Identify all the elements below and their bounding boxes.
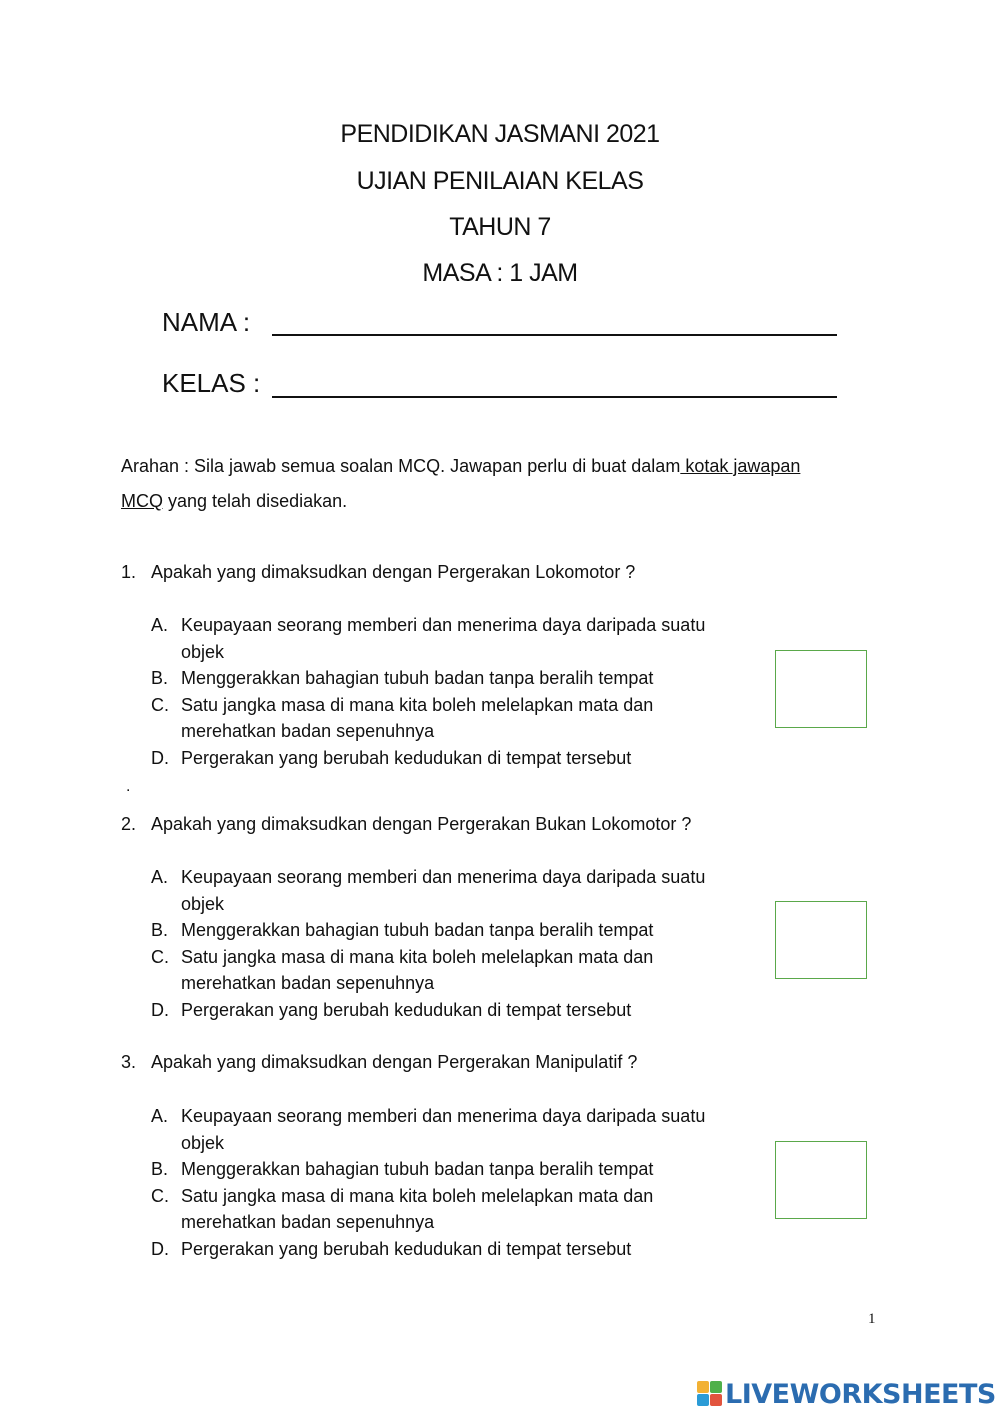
option-text: Satu jangka masa di mana kita boleh melelapkan mata dan merehatkan badan sepenuhnya [181, 946, 654, 993]
option-text: Pergerakan yang berubah kedudukan di tempat tersebut [181, 1238, 632, 1259]
kelas-label: KELAS : [162, 368, 261, 398]
option-text: Keupayaan seorang memberi dan menerima daya daripada suatu objek [181, 1106, 706, 1153]
option-a [151, 864, 741, 917]
option-text: Menggerakkan bahagian tubuh badan tanpa beralih tempat [181, 920, 654, 940]
answer-box-1[interactable] [775, 650, 867, 728]
option-letter: B. [151, 920, 169, 940]
answer-box-3[interactable] [775, 1141, 867, 1219]
question-number: 1. [121, 562, 137, 582]
option-letter: C. [151, 1185, 169, 1206]
option-d [151, 1236, 741, 1263]
exam-type-title: UJIAN PENILAIAN KELAS [356, 167, 644, 195]
option-d [151, 997, 741, 1024]
option-text: Menggerakkan bahagian tubuh badan tanpa beralih tempat [181, 1159, 654, 1179]
nama-label: NAMA : [162, 307, 251, 337]
page-number: 1 [868, 1311, 876, 1327]
question-2-options [151, 864, 741, 1023]
option-text: Menggerakkan bahagian tubuh badan tanpa beralih tempat [181, 668, 654, 688]
option-a [151, 1103, 741, 1156]
option-letter: D. [151, 999, 169, 1020]
question-text: Apakah yang dimaksudkan dengan Pergerakan Manipulatif ? [151, 1052, 638, 1072]
brand-name: LIVEWORKSHEETS [725, 1378, 996, 1410]
question-text: Apakah yang dimaksudkan dengan Pergerakan Lokomotor ? [151, 562, 636, 582]
exam-year-title: TAHUN 7 [449, 213, 551, 241]
option-b [151, 917, 741, 944]
option-c [151, 1183, 741, 1236]
option-text: Keupayaan seorang memberi dan menerima daya daripada suatu objek [181, 615, 706, 662]
option-text: Keupayaan seorang memberi dan menerima daya daripada suatu objek [181, 867, 706, 914]
option-letter: A. [151, 867, 169, 887]
option-letter: C. [151, 946, 169, 967]
answer-box-2[interactable] [775, 901, 867, 979]
instructions-prefix: Arahan : Sila jawab semua soalan MCQ. Jawapan perlu di buat dalam [121, 456, 681, 476]
option-letter: B. [151, 668, 169, 688]
option-b [151, 1156, 741, 1183]
option-text: Satu jangka masa di mana kita boleh melelapkan mata dan merehatkan badan sepenuhnya [181, 1185, 654, 1232]
option-c [151, 944, 741, 997]
liveworksheets-logo[interactable] [697, 1379, 996, 1409]
exam-duration-title: MASA : 1 JAM [422, 259, 578, 287]
nama-input-line[interactable] [272, 334, 837, 336]
question-1-options [151, 612, 741, 771]
option-letter: C. [151, 694, 169, 715]
option-c [151, 692, 741, 745]
question-3-options [151, 1103, 741, 1262]
option-text: Pergerakan yang berubah kedudukan di tempat tersebut [181, 747, 632, 768]
option-letter: A. [151, 1106, 169, 1126]
question-1 [121, 562, 635, 583]
instructions-underlined: kotak jawapan MCQ [121, 456, 801, 511]
question-3 [121, 1052, 637, 1073]
option-text: Pergerakan yang berubah kedudukan di tempat tersebut [181, 999, 632, 1020]
stray-dot: . [126, 778, 131, 795]
instructions-suffix: yang telah disediakan. [163, 491, 348, 511]
option-b [151, 665, 741, 692]
option-letter: B. [151, 1159, 169, 1179]
option-d [151, 745, 741, 772]
question-number: 3. [121, 1052, 137, 1072]
option-text: Satu jangka masa di mana kita boleh melelapkan mata dan merehatkan badan sepenuhnya [181, 694, 654, 741]
option-letter: D. [151, 747, 169, 768]
question-2 [121, 814, 691, 835]
option-a [151, 612, 741, 665]
option-letter: A. [151, 615, 169, 635]
liveworksheets-icon [697, 1381, 723, 1407]
question-text: Apakah yang dimaksudkan dengan Pergerakan Bukan Lokomotor ? [151, 814, 692, 834]
question-number: 2. [121, 814, 137, 834]
option-letter: D. [151, 1238, 169, 1259]
instructions [121, 449, 841, 519]
exam-subject-title: PENDIDIKAN JASMANI 2021 [340, 120, 660, 148]
kelas-input-line[interactable] [272, 396, 837, 398]
